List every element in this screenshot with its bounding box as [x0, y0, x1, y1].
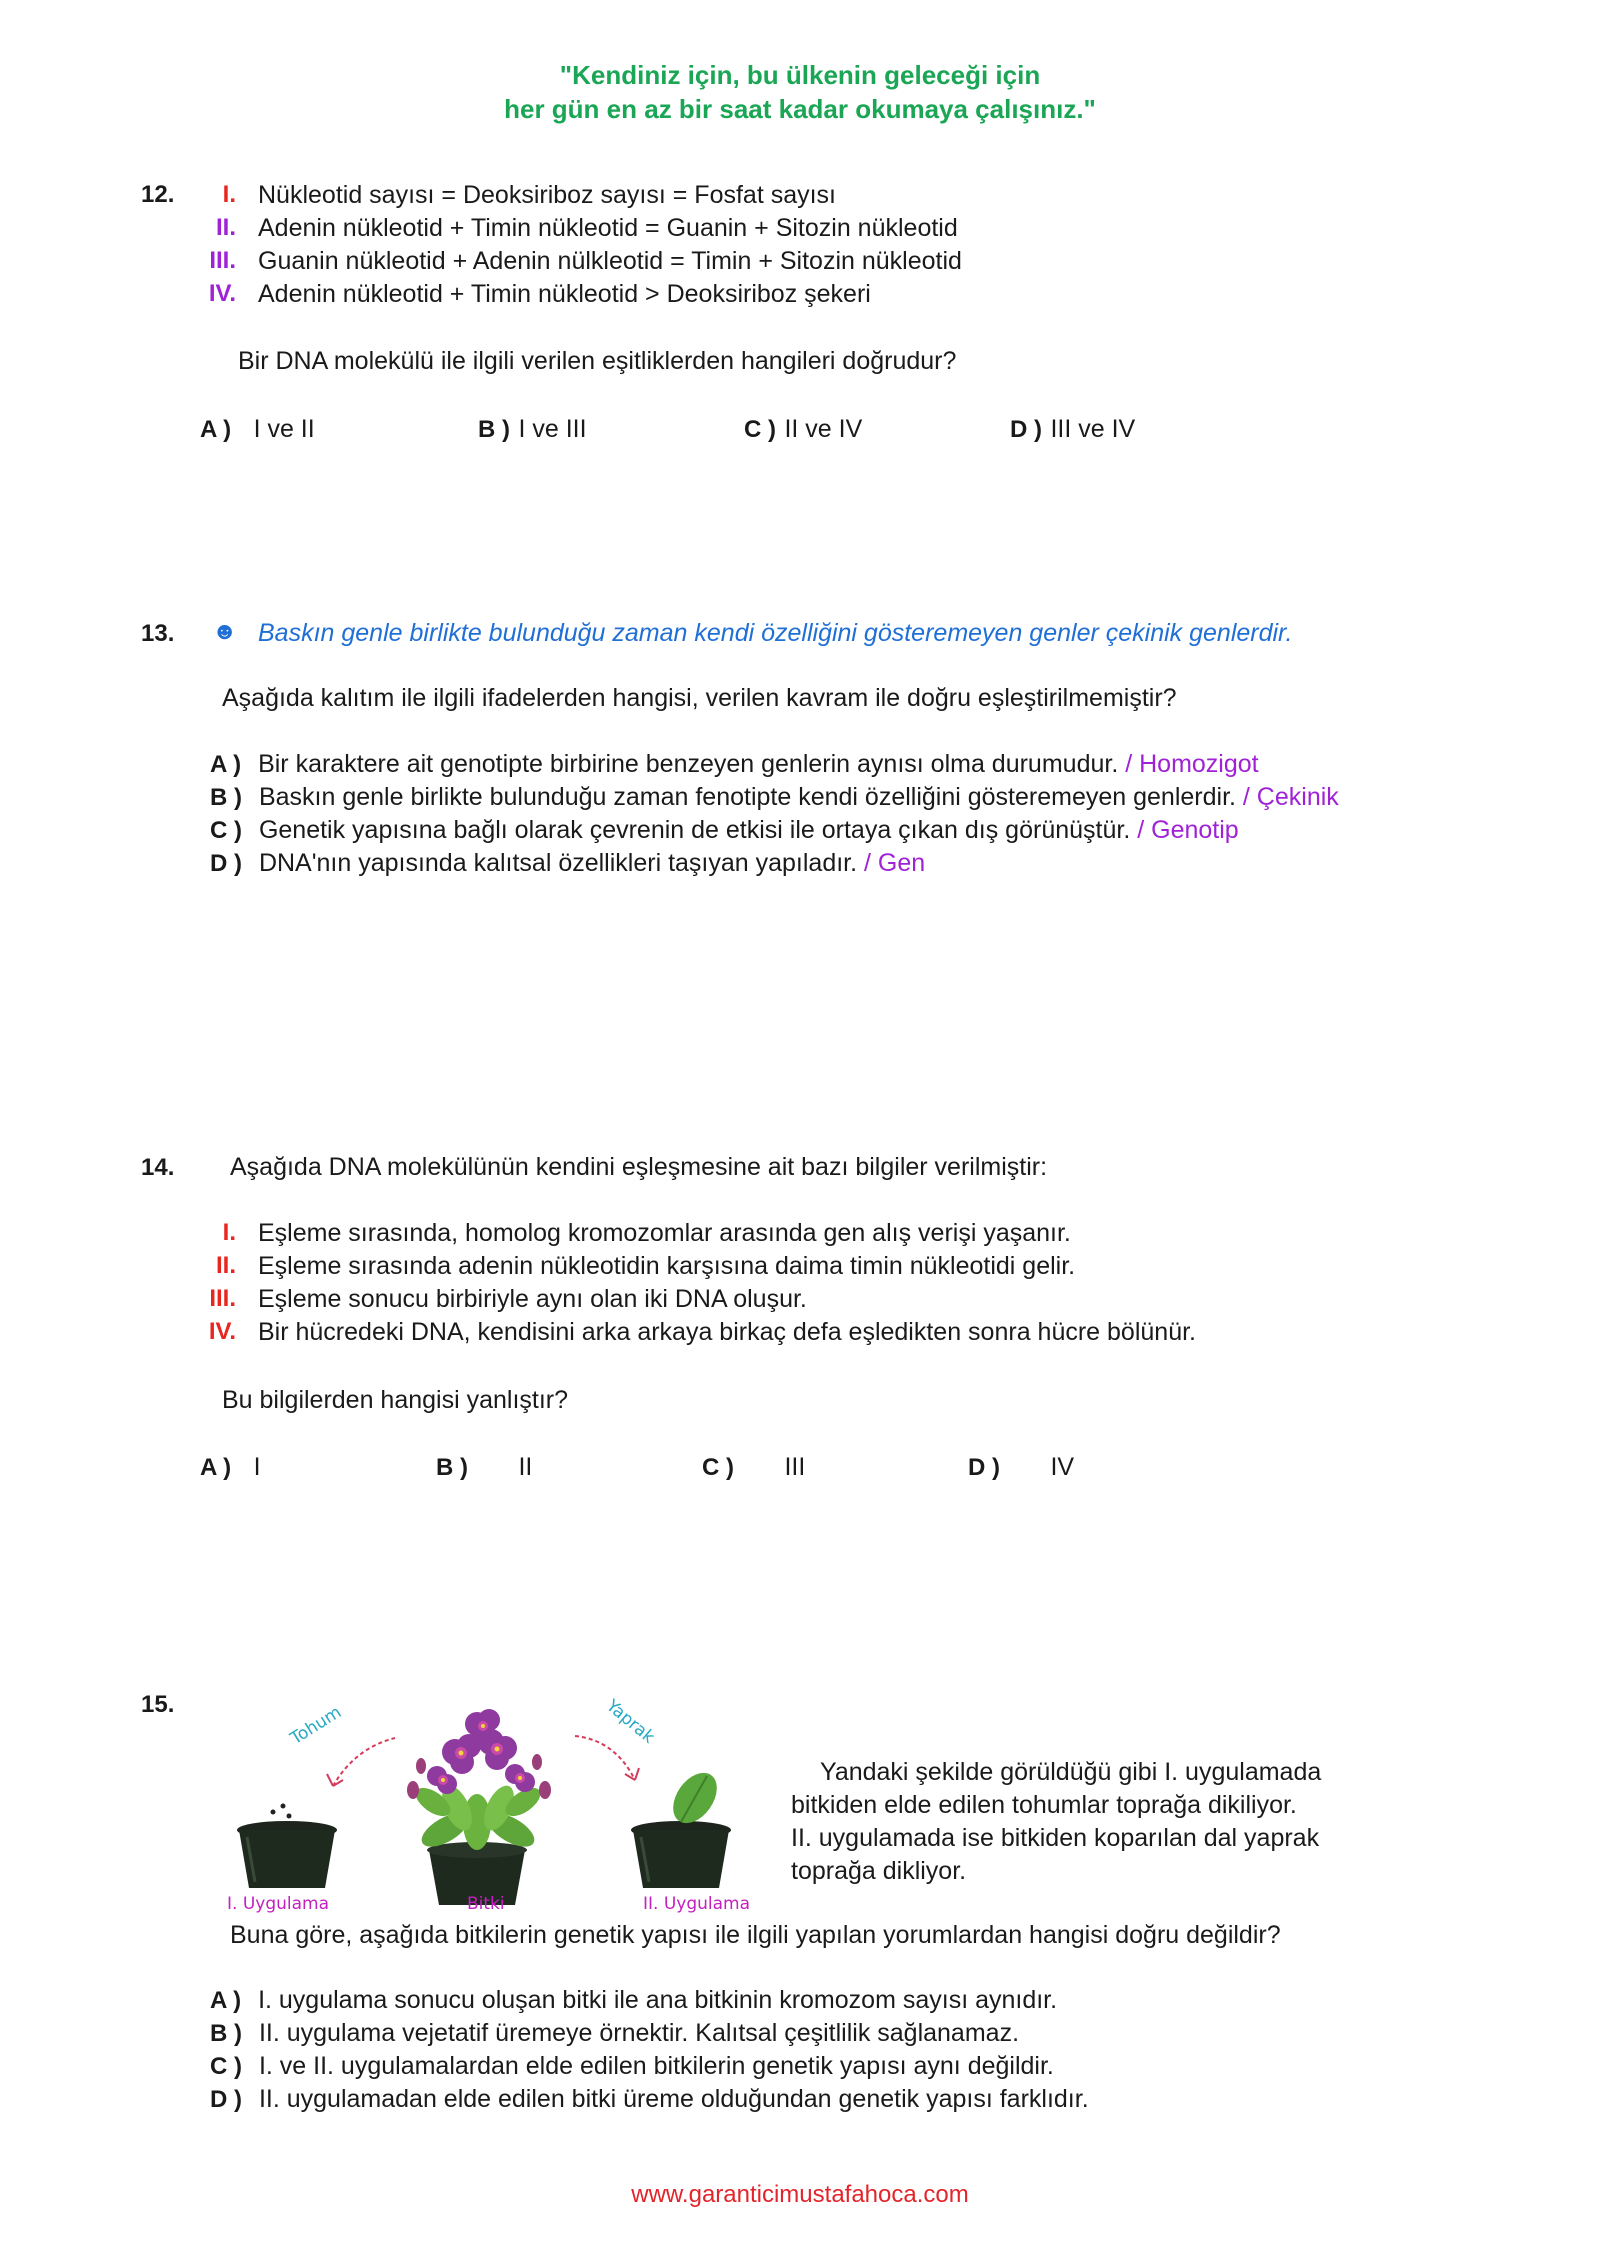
description-line: toprağa dikliyor. [791, 1857, 967, 1885]
option-a[interactable] [200, 413, 315, 446]
option-text: I. ve II. uygulamalardan elde edilen bitkilerin genetik yapısı aynı değildir. [258, 2052, 1054, 2080]
roman-numeral: II. [215, 214, 236, 241]
option-letter: B ) [478, 416, 510, 443]
roman-numeral: II. [215, 1252, 236, 1279]
question-number: 12. [141, 181, 175, 208]
option-letter: B ) [436, 1454, 468, 1481]
question-intro: Aşağıda DNA molekülünün kendini eşleşmesine ait bazı bilgiler verilmiştir: [230, 1153, 1048, 1181]
roman-numeral: IV. [208, 280, 236, 307]
premise-statement: Baskın genle birlikte bulunduğu zaman kendi özelliğini gösteremeyen genler çekinik genlerdir. [258, 619, 1293, 647]
plant-label: Bitki [467, 1894, 505, 1914]
statement-text: Nükleotid sayısı = Deoksiriboz sayısı = Fosfat sayısı [258, 181, 837, 209]
header-quote-line-2: her gün en az bir saat kadar okumaya çalışınız." [504, 94, 1096, 124]
statement-text: Eşleme sonucu birbiriyle aynı olan iki DNA oluşur. [258, 1285, 807, 1313]
header-quote-line-1: "Kendiniz için, bu ülkenin geleceği için [559, 60, 1041, 90]
footer-url[interactable]: www.garanticimustafahoca.com [631, 2181, 969, 2208]
question-stem: Bu bilgilerden hangisi yanlıştır? [222, 1386, 569, 1414]
option-letter: D ) [210, 850, 242, 877]
question-stem: Buna göre, aşağıda bitkilerin genetik yapısı ile ilgili yapılan yorumlardan hangisi doğru değildir? [230, 1921, 1281, 1949]
option-c[interactable] [744, 413, 862, 446]
option-text: I. uygulama sonucu oluşan bitki ile ana bitkinin kromozom sayısı aynıdır. [258, 1986, 1058, 2014]
option-letter: D ) [968, 1454, 1000, 1481]
roman-numeral: I. [222, 181, 236, 208]
option-text: II [518, 1453, 533, 1481]
option-letter: C ) [744, 416, 776, 443]
option-b[interactable] [436, 1451, 532, 1484]
option-b[interactable] [478, 413, 587, 446]
option-text: II. uygulamadan elde edilen bitki üreme olduğundan genetik yapısı farklıdır. [258, 2085, 1089, 2113]
question-stem: Aşağıda kalıtım ile ilgili ifadelerden hangisi, verilen kavram ile doğru eşleştirilmemiştir? [222, 684, 1177, 712]
statement-text: Adenin nükleotid + Timin nükleotid = Guanin + Sitozin nükleotid [258, 214, 958, 242]
option-letter: B ) [210, 784, 242, 811]
roman-numeral: IV. [208, 1318, 236, 1345]
option-a[interactable] [210, 748, 1259, 781]
option-a[interactable] [200, 1451, 261, 1484]
option-letter: A ) [200, 416, 232, 443]
roman-numeral: III. [209, 1285, 236, 1312]
pot-2-illustration [631, 1765, 731, 1888]
pot-1-label: I. Uygulama [227, 1894, 330, 1914]
description-line: Yandaki şekilde görüldüğü gibi I. uygulamada [820, 1758, 1322, 1786]
option-a[interactable] [210, 1984, 1057, 2017]
option-d[interactable] [210, 847, 925, 880]
option-d[interactable] [210, 2083, 1089, 2116]
option-text: III ve IV [1050, 415, 1136, 443]
statement-text: Eşleme sırasında, homolog kromozomlar arasında gen alış verişi yaşanır. [258, 1219, 1071, 1247]
option-c[interactable] [210, 814, 1239, 847]
option-c[interactable] [210, 2050, 1054, 2083]
option-b[interactable] [210, 2017, 1019, 2050]
option-letter: D ) [210, 2086, 242, 2113]
option-letter: D ) [1010, 416, 1042, 443]
statement-text: Adenin nükleotid + Timin nükleotid > Deoksiriboz şekeri [258, 280, 871, 308]
plant-illustration [407, 1709, 551, 1905]
option-text: I ve III [518, 415, 587, 443]
seed-label: Tohum [287, 1702, 346, 1749]
option-letter: A ) [210, 751, 242, 778]
option-concept: / Homozigot [1118, 750, 1259, 778]
option-text: II ve IV [784, 415, 863, 443]
option-letter: A ) [200, 1454, 232, 1481]
question-number: 13. [141, 620, 175, 647]
option-d[interactable] [1010, 413, 1135, 446]
option-letter: C ) [702, 1454, 734, 1481]
option-d[interactable] [968, 1451, 1074, 1484]
option-concept: / Gen [857, 849, 926, 877]
option-text: Baskın genle birlikte bulunduğu zaman fenotipte kendi özelliğini gösteremeyen genlerdir. [258, 783, 1236, 811]
leaf-label: Yaprak [602, 1696, 659, 1748]
statement-text: Eşleme sırasında adenin nükleotidin karşısına daima timin nükleotidi gelir. [258, 1252, 1076, 1280]
option-b[interactable] [210, 781, 1339, 814]
option-text: I ve II [253, 415, 315, 443]
option-text: III [784, 1453, 806, 1481]
roman-numeral: I. [222, 1219, 236, 1246]
smiley-bullet-icon: ☻ [212, 618, 238, 645]
option-text: I [253, 1453, 261, 1481]
description-line: II. uygulamada ise bitkiden koparılan dal yaprak [791, 1824, 1320, 1852]
pot-1-illustration [237, 1804, 337, 1889]
roman-numeral: III. [209, 247, 236, 274]
option-text: Bir karaktere ait genotipte birbirine benzeyen genlerin aynısı olma durumudur. [258, 750, 1119, 778]
option-c[interactable] [702, 1451, 805, 1484]
question-number: 14. [141, 1154, 175, 1181]
option-text: Genetik yapısına bağlı olarak çevrenin de etkisi ile ortaya çıkan dış görünüştür. [258, 816, 1131, 844]
option-concept: / Genotip [1130, 816, 1239, 844]
option-letter: C ) [210, 817, 242, 844]
propagation-figure [215, 1690, 775, 1920]
option-text: DNA'nın yapısında kalıtsal özellikleri taşıyan yapıladır. [258, 849, 858, 877]
option-text: II. uygulama vejetatif üremeye örnektir. Kalıtsal çeşitlilik sağlanamaz. [258, 2019, 1020, 2047]
option-text: IV [1050, 1453, 1075, 1481]
description-line: bitkiden elde edilen tohumlar toprağa dikiliyor. [791, 1791, 1297, 1819]
statement-text: Guanin nükleotid + Adenin nülkleotid = Timin + Sitozin nükleotid [258, 247, 962, 275]
question-number: 15. [141, 1691, 175, 1718]
option-letter: B ) [210, 2020, 242, 2047]
statement-text: Bir hücredeki DNA, kendisini arka arkaya birkaç defa eşledikten sonra hücre bölünür. [258, 1318, 1196, 1346]
option-letter: C ) [210, 2053, 242, 2080]
option-letter: A ) [210, 1987, 242, 2014]
question-stem: Bir DNA molekülü ile ilgili verilen eşitliklerden hangileri doğrudur? [238, 347, 957, 375]
option-concept: / Çekinik [1235, 783, 1339, 811]
pot-2-label: II. Uygulama [643, 1894, 751, 1914]
